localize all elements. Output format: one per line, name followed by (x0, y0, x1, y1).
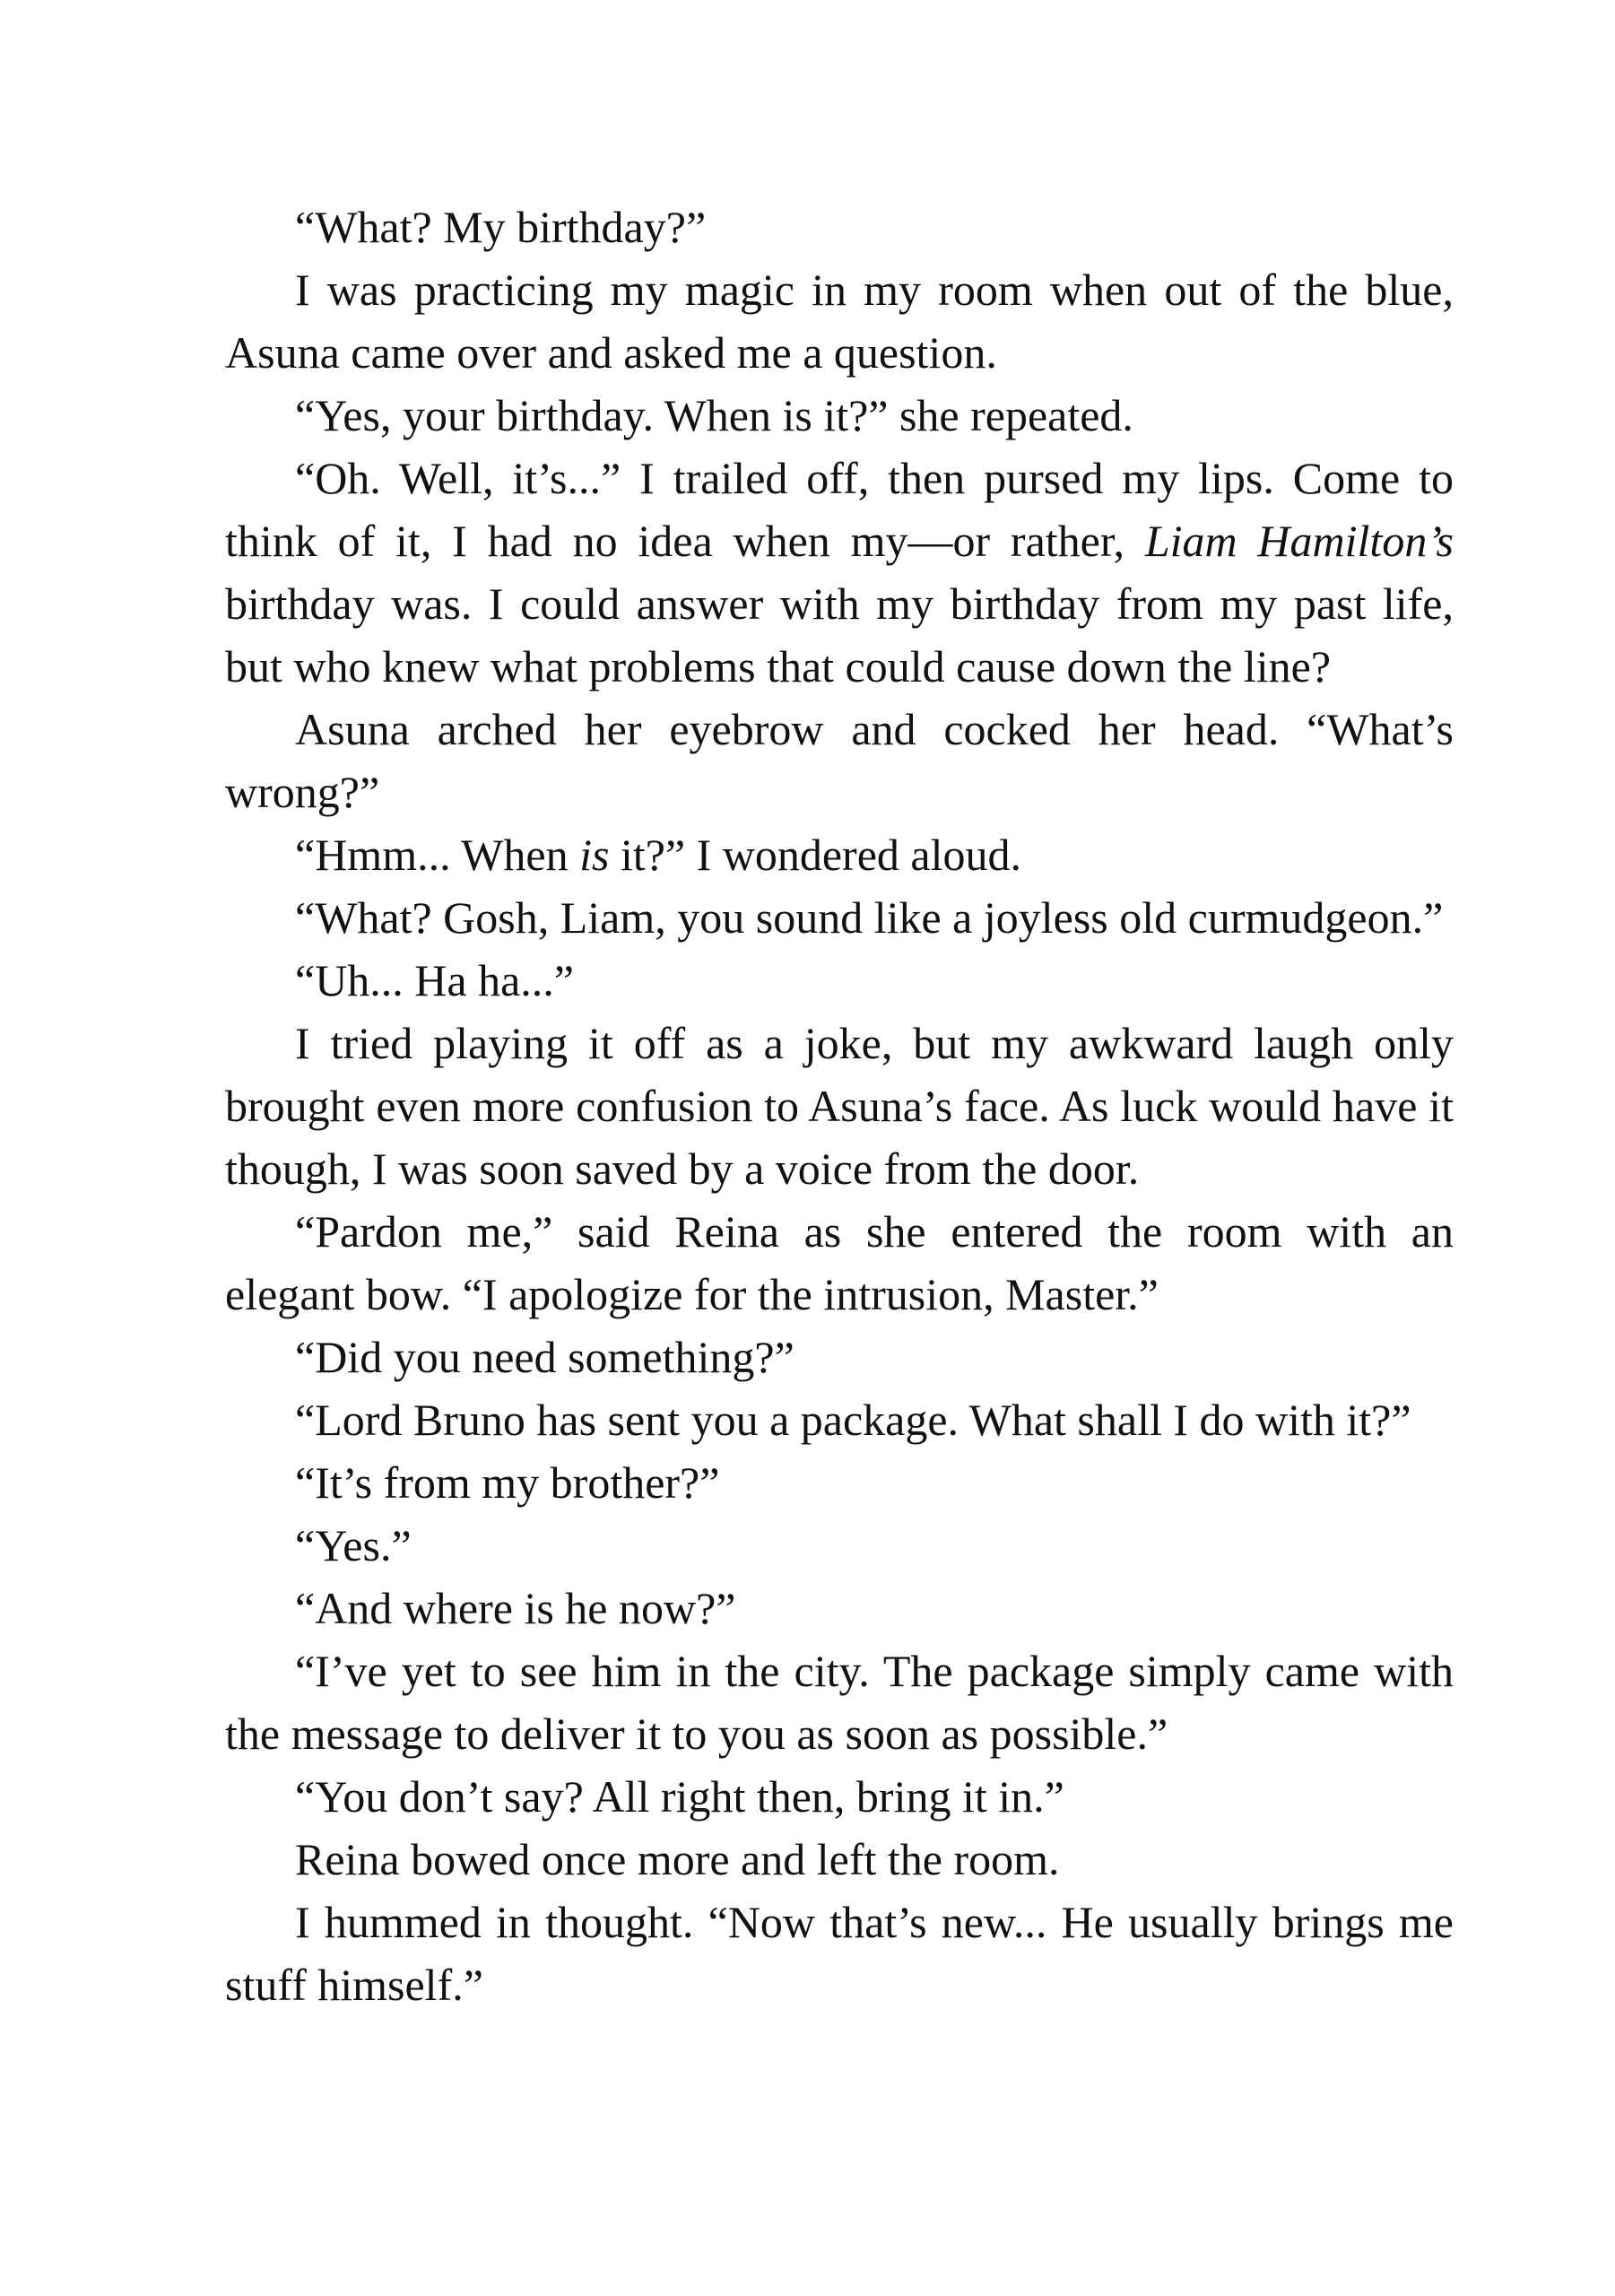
paragraph-14 (225, 1514, 1454, 1577)
paragraph-18 (225, 1828, 1454, 1891)
paragraph-text: “Lord Bruno has sent you a package. What shall I do with it?” (295, 1395, 1411, 1445)
paragraph-3 (225, 384, 1454, 447)
paragraph-7 (225, 886, 1454, 949)
paragraph-10 (225, 1200, 1454, 1326)
paragraph-text: I tried playing it off as a joke, but my awkward laugh only brought even more confusion to Asuna’s face. As luck would have it though, I was soon saved by a voice from the door. (225, 1018, 1454, 1194)
paragraph-text: “Hmm... When (295, 830, 580, 880)
paragraph-text: I was practicing my magic in my room when out of the blue, Asuna came over and asked me a question. (225, 265, 1454, 378)
paragraph-15 (225, 1577, 1454, 1639)
paragraph-text: “Pardon me,” said Reina as she entered the room with an elegant bow. “I apologize for the intrusion, Master.” (225, 1206, 1454, 1319)
paragraph-text: “Yes.” (295, 1520, 412, 1570)
paragraph-text: I hummed in thought. “Now that’s new... He usually brings me stuff himself.” (225, 1897, 1454, 2010)
paragraph-text: “Uh... Ha ha...” (295, 955, 574, 1005)
italic-name: Liam Hamilton’s (1144, 516, 1454, 566)
paragraph-text: “You don’t say? All right then, bring it in.” (295, 1771, 1064, 1822)
paragraph-19 (225, 1891, 1454, 2016)
italic-emphasis: is (579, 830, 610, 880)
paragraph-text: “Yes, your birthday. When is it?” she repeated. (295, 390, 1133, 440)
paragraph-17 (225, 1765, 1454, 1828)
paragraph-text: “What? Gosh, Liam, you sound like a joyless old curmudgeon.” (295, 892, 1444, 943)
paragraph-text: “What? My birthday?” (295, 202, 707, 252)
paragraph-2 (225, 258, 1454, 384)
paragraph-8 (225, 949, 1454, 1012)
paragraph-12 (225, 1388, 1454, 1451)
paragraph-4 (225, 447, 1454, 698)
paragraph-text: “Oh. Well, it’s...” I trailed off, then pursed my lips. Come to think of it, I had no idea when my—or rather, (225, 453, 1454, 566)
paragraph-text: Reina bowed once more and left the room. (295, 1834, 1060, 1884)
book-page (225, 196, 1454, 2016)
paragraph-16 (225, 1639, 1454, 1765)
paragraph-text: birthday was. I could answer with my birthday from my past life, but who knew what problems that could cause down the line? (225, 578, 1454, 691)
paragraph-text: “I’ve yet to see him in the city. The package simply came with the message to deliver it to you as soon as possible.” (225, 1646, 1454, 1759)
paragraph-13 (225, 1451, 1454, 1514)
paragraph-5 (225, 698, 1454, 823)
paragraph-1 (225, 196, 1454, 258)
paragraph-6 (225, 823, 1454, 886)
paragraph-text: Asuna arched her eyebrow and cocked her head. “What’s wrong?” (225, 704, 1454, 817)
paragraph-text: it?” I wondered aloud. (609, 830, 1021, 880)
paragraph-9 (225, 1012, 1454, 1200)
paragraph-text: “Did you need something?” (295, 1332, 794, 1382)
paragraph-11 (225, 1326, 1454, 1388)
paragraph-text: “And where is he now?” (295, 1583, 736, 1633)
paragraph-text: “It’s from my brother?” (295, 1457, 720, 1508)
